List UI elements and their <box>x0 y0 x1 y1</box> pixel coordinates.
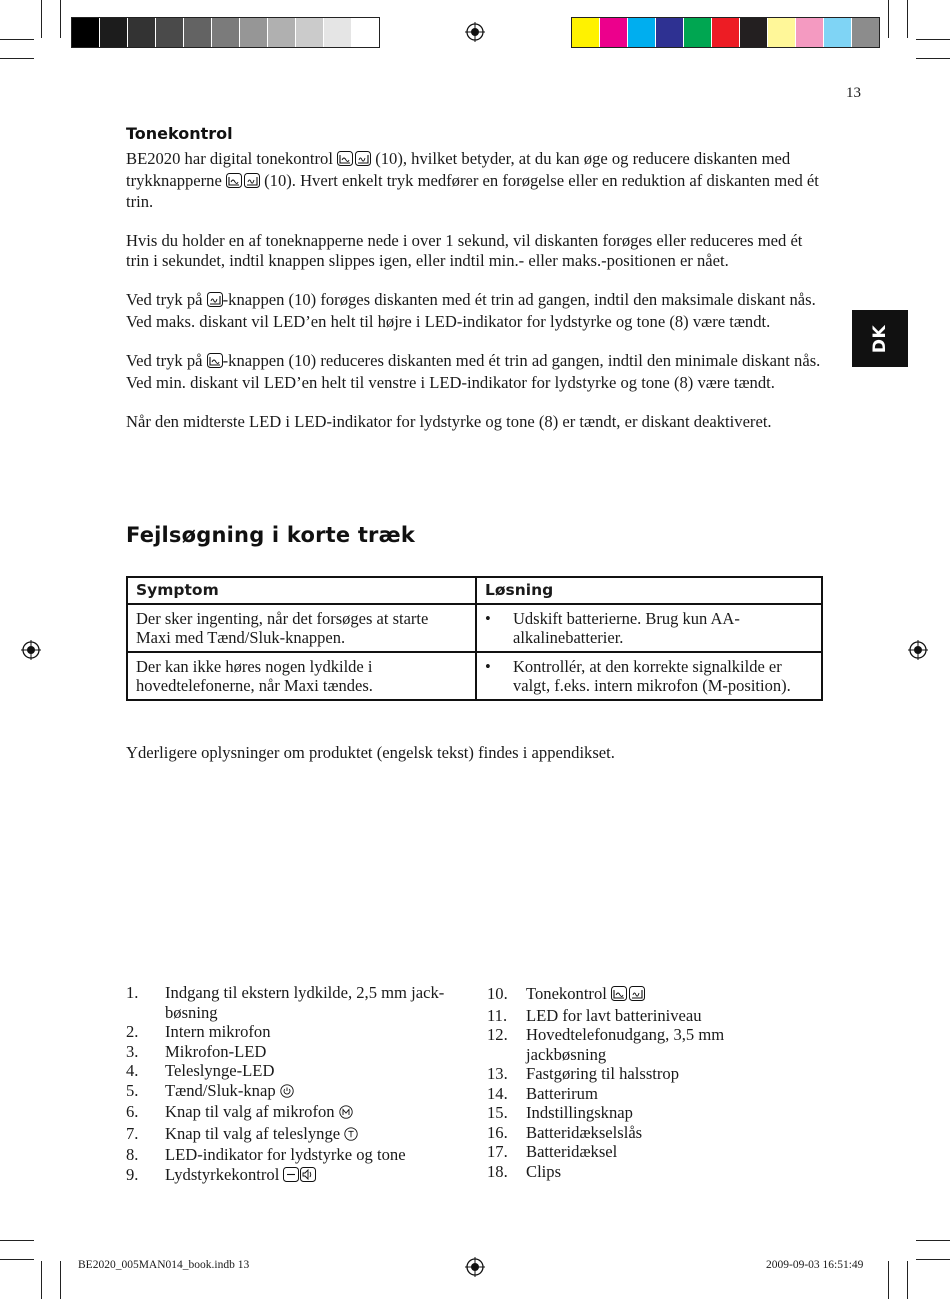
list-item-text: Hovedtelefonudgang, 3,5 mm jackbøsning <box>526 1025 725 1064</box>
crop-mark <box>888 0 889 38</box>
list-item <box>487 1162 787 1182</box>
color-swatch <box>572 18 600 47</box>
list-item-label <box>526 1006 787 1026</box>
paragraph-text: Ved tryk på <box>126 350 207 370</box>
table-row <box>127 604 822 652</box>
list-item-number: 14. <box>487 1083 508 1103</box>
list-item-text: Indstillingsknap <box>526 1103 633 1122</box>
list-item <box>126 1022 456 1042</box>
list-item <box>126 1102 456 1124</box>
list-item-label <box>526 1123 787 1143</box>
list-item-label <box>165 1061 456 1081</box>
color-swatch <box>684 18 712 47</box>
tone-down-icon <box>207 353 223 373</box>
list-item-text: Batteridækselslås <box>526 1122 643 1142</box>
list-item-text: Fastgøring til halsstrop <box>526 1064 680 1083</box>
list-item <box>126 1081 456 1103</box>
table-row <box>127 652 822 700</box>
volume-buttons-icon <box>283 1167 317 1187</box>
language-tab <box>852 310 908 367</box>
color-swatch <box>852 18 879 47</box>
list-item-number: 10. <box>487 984 508 1003</box>
list-item-number: 3. <box>126 1041 139 1061</box>
list-item-label <box>165 983 456 1022</box>
power-icon <box>280 1083 294 1103</box>
list-item-text: Knap til valg af teleslynge <box>165 1123 341 1143</box>
appendix-note: Yderligere oplysninger om produktet (engelsk tekst) findes i appendikset. <box>126 743 615 762</box>
color-swatch <box>740 18 768 47</box>
crop-mark <box>907 0 908 38</box>
list-item-number: 1. <box>126 983 139 1002</box>
crop-mark <box>60 0 61 38</box>
paragraph-text: -knappen (10) reduceres diskanten med ét trin ad gangen, indtil den minimale diskant nås. Ved min. diskant vil LED’en helt til venstre i LED-indikator for lydstyrke og tone (8) være tændt. <box>126 350 821 392</box>
list-item-text: Indgang til ekstern lydkilde, 2,5 mm jack-bøsning <box>165 983 445 1022</box>
symptom-cell: Der sker ingenting, når det forsøges at starte Maxi med Tænd/Sluk-knappen. <box>127 604 476 652</box>
column-header-solution: Løsning <box>476 577 822 604</box>
list-item-label <box>165 1124 456 1146</box>
list-item <box>126 1145 456 1165</box>
color-swatch <box>796 18 824 47</box>
list-item <box>487 1064 787 1084</box>
list-item-text: Clips <box>526 1161 562 1181</box>
list-item <box>126 1042 456 1062</box>
tone-buttons-icon <box>611 986 645 1006</box>
body-paragraph <box>126 412 826 432</box>
list-item-number: 11. <box>487 1005 508 1025</box>
section-heading-tone: Tonekontrol <box>126 124 233 143</box>
list-item-label <box>526 984 787 1006</box>
body-paragraph <box>126 351 826 392</box>
color-swatch <box>656 18 684 47</box>
crop-mark <box>916 1259 950 1260</box>
color-swatch <box>268 18 296 47</box>
registration-mark-icon <box>465 22 485 42</box>
footer-file-info: BE2020_005MAN014_book.indb 13 <box>78 1259 250 1271</box>
color-swatch <box>324 18 352 47</box>
list-item-number: 12. <box>487 1025 508 1044</box>
paragraph-text: (10). Hvert enkelt tryk medfører en forøgelse eller en reduktion af diskanten med ét trin. <box>126 170 819 212</box>
body-paragraph <box>126 231 826 270</box>
paragraph-text: Hvis du holder en af toneknapperne nede i over 1 sekund, vil diskanten forøges eller reduceres med ét trin i sekundet, indtil knappen slippes igen, eller indtil min.- eller maks.-positionen er nået. <box>126 231 803 270</box>
crop-mark <box>907 1261 908 1299</box>
registration-mark-icon <box>21 640 41 660</box>
crop-mark <box>0 1259 34 1260</box>
list-item-text: Lydstyrkekontrol <box>165 1164 280 1184</box>
process-color-bar <box>571 17 880 48</box>
solution-text: Kontrollér, at den korrekte signalkilde er valgt, f.eks. intern mikrofon (M-position). <box>513 656 791 695</box>
paragraph-text: BE2020 har digital tonekontrol <box>126 149 338 168</box>
list-item <box>126 1124 456 1146</box>
list-item-number: 2. <box>126 1022 139 1041</box>
paragraph-text: Ved tryk på <box>126 290 207 310</box>
crop-mark <box>888 1261 889 1299</box>
crop-mark <box>916 39 950 40</box>
color-swatch <box>212 18 240 47</box>
list-item-label <box>526 1142 787 1162</box>
telecoil-t-icon <box>344 1126 358 1146</box>
registration-mark-icon <box>465 1257 485 1277</box>
color-swatch <box>712 18 740 47</box>
list-item <box>487 1142 787 1162</box>
list-item-text: Knap til valg af mikrofon <box>165 1102 335 1121</box>
list-item-label <box>526 1025 787 1064</box>
list-item-text: Teleslynge-LED <box>165 1061 275 1080</box>
list-item-number: 13. <box>487 1064 508 1083</box>
list-item-text: Tænd/Sluk-knap <box>165 1080 276 1100</box>
footer-timestamp: 2009-09-03 16:51:49 <box>766 1259 864 1271</box>
mic-m-icon <box>339 1104 353 1124</box>
list-item-number: 4. <box>126 1061 139 1080</box>
list-item <box>487 1123 787 1143</box>
paragraph-text: Når den midterste LED i LED-indikator for lydstyrke og tone (8) er tændt, er diskant deaktiveret. <box>126 411 772 431</box>
list-item-label <box>165 1022 456 1042</box>
list-item <box>487 984 787 1006</box>
crop-mark <box>0 1240 34 1241</box>
solution-cell <box>476 604 822 652</box>
registration-mark-icon <box>908 640 928 660</box>
list-item-label <box>165 1042 456 1062</box>
list-item-number: 7. <box>126 1123 139 1143</box>
list-item <box>126 1165 456 1187</box>
list-item-number: 6. <box>126 1102 139 1121</box>
bullet-marker: • <box>485 656 491 676</box>
color-swatch <box>72 18 100 47</box>
list-item <box>126 1061 456 1081</box>
list-item-label <box>526 1064 787 1084</box>
list-item-text: LED for lavt batteriniveau <box>526 1005 702 1025</box>
language-tab-label: DK <box>869 324 890 353</box>
list-item-label <box>165 1102 456 1124</box>
color-swatch <box>156 18 184 47</box>
crop-mark <box>60 1261 61 1299</box>
list-item-label <box>526 1103 787 1123</box>
list-item <box>487 1025 787 1064</box>
list-item-label <box>165 1081 456 1103</box>
color-swatch <box>240 18 268 47</box>
list-item-number: 18. <box>487 1161 508 1181</box>
bullet-marker: • <box>485 608 491 628</box>
tone-buttons-icon <box>337 151 371 171</box>
list-item <box>487 1084 787 1104</box>
list-item <box>487 1006 787 1026</box>
body-paragraph <box>126 149 826 212</box>
list-item-number: 15. <box>487 1103 508 1122</box>
body-paragraph <box>126 290 826 331</box>
list-item-label <box>165 1145 456 1165</box>
symptom-cell: Der kan ikke høres nogen lydkilde i hovedtelefonerne, når Maxi tændes. <box>127 652 476 700</box>
solution-cell <box>476 652 822 700</box>
troubleshooting-table <box>126 576 823 701</box>
column-header-symptom: Symptom <box>127 577 476 604</box>
color-swatch <box>296 18 324 47</box>
list-item-number: 17. <box>487 1142 508 1161</box>
list-item <box>126 983 456 1022</box>
list-item-text: Mikrofon-LED <box>165 1041 267 1061</box>
list-item-text: Batterirum <box>526 1083 598 1103</box>
grayscale-color-bar <box>71 17 380 48</box>
list-item-text: Intern mikrofon <box>165 1022 271 1041</box>
list-item-number: 5. <box>126 1080 139 1100</box>
color-swatch <box>824 18 852 47</box>
color-swatch <box>600 18 628 47</box>
list-item-text: Tonekontrol <box>526 984 607 1003</box>
crop-mark <box>0 39 34 40</box>
list-item-label <box>165 1165 456 1187</box>
solution-text: Udskift batterierne. Brug kun AA-alkalinebatterier. <box>513 608 740 647</box>
paragraph-text: -knappen (10) forøges diskanten med ét trin ad gangen, indtil den maksimale diskant nås. Ved maks. diskant vil LED’en helt til højre i LED-indikator for lydstyrke og tone (8) være tændt. <box>126 290 816 331</box>
list-item-label <box>526 1162 787 1182</box>
crop-mark <box>916 1240 950 1241</box>
color-swatch <box>768 18 796 47</box>
crop-mark <box>916 58 950 59</box>
section-heading-troubleshooting: Fejlsøgning i korte træk <box>126 523 415 547</box>
crop-mark <box>41 0 42 38</box>
list-item-number: 8. <box>126 1145 139 1164</box>
tone-section-body <box>126 149 826 431</box>
color-swatch <box>352 18 379 47</box>
page-number: 13 <box>846 85 861 101</box>
color-swatch <box>100 18 128 47</box>
tone-buttons-icon <box>226 173 260 193</box>
crop-mark <box>0 58 34 59</box>
paragraph-text: (10), hvilket betyder, at du kan øge og reducere diskanten med trykknapperne <box>126 149 791 190</box>
list-item <box>487 1103 787 1123</box>
parts-list-left <box>126 983 456 1186</box>
list-item-number: 16. <box>487 1122 508 1142</box>
table-header-row <box>127 577 822 604</box>
list-item-text: LED-indikator for lydstyrke og tone <box>165 1145 406 1164</box>
list-item-number: 9. <box>126 1164 139 1184</box>
color-swatch <box>184 18 212 47</box>
crop-mark <box>41 1261 42 1299</box>
tone-up-icon <box>207 292 223 312</box>
parts-list-right <box>487 984 787 1181</box>
color-swatch <box>628 18 656 47</box>
color-swatch <box>128 18 156 47</box>
list-item-text: Batteridæksel <box>526 1142 618 1161</box>
list-item-label <box>526 1084 787 1104</box>
